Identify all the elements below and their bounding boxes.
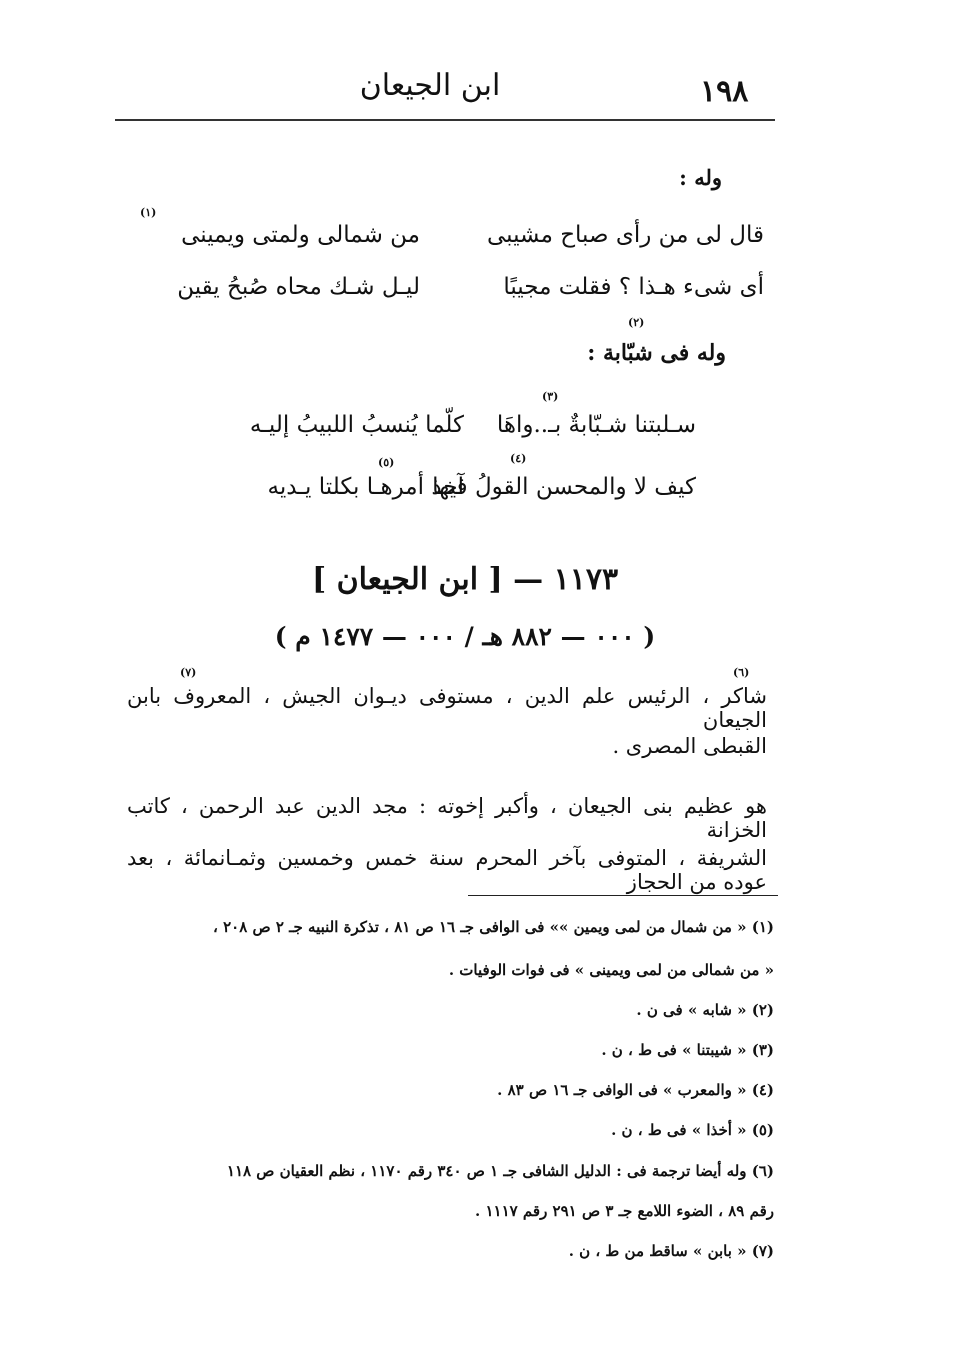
verse-4-hemistich-1: كيف لا والمحسن القولُ فيها [432, 474, 696, 500]
entry-dates: ( ٠٠٠ — ٨٨٢ هـ / ٠٠٠ — ١٤٧٧ م ) [274, 622, 656, 651]
footnote-1: (١) « من شمال من لمى ويمين »» فى الوافى جـ ١٦ ص ٨١ ، تذكرة النبيه جـ ٢ ص ٢٠٨ ، [213, 918, 774, 936]
footnote-3: (٣) « شيبتنا » فى ط ، ن . [601, 1041, 774, 1059]
footnote-6: (٦) وله أيضا ترجمة فى : الدليل الشافى جـ ١ ص ٣٤٠ رقم ١١٧٠ ، نظم العقيان ص ١١٨ [226, 1162, 774, 1180]
footnote-4: (٤) « والمعرب » فى الوافى جـ ١٦ ص ٨٣ . [497, 1081, 774, 1099]
verse-2-hemistich-2: ليـل شـك محاه صُبحُ يقين [177, 274, 420, 300]
footnote-5: (٥) « أخذا » فى ط ، ن . [611, 1121, 774, 1139]
paragraph-line: القبطى المصرى . [612, 734, 767, 758]
entry-title: ١١٧٣ — [ ابن الجيعان ] [311, 562, 619, 597]
footnote-marker-4: (٤) [510, 452, 527, 465]
paragraph-line: هو عظيم بنى الجيعان ، وأكبر إخوته : مجد الدين عبد الرحمن ، كاتب الخزانة [127, 794, 767, 842]
verse-1-hemistich-2: من شمالى ولمتى ويمينى [181, 222, 420, 248]
footnote-marker-1: (١) [140, 206, 157, 219]
verse-2-hemistich-1: أى شىء هـذا ؟ فقلت مجيبًا [503, 274, 764, 300]
page-number: ١٩٨ [700, 74, 749, 109]
verse-1-hemistich-1: قال لى من رأى صباح مشيبى [487, 222, 764, 248]
paragraph-line: الشريفة ، المتوفى بآخر المحرم سنة خمس وخمسين وثمـانمائة ، بعد عوده من الحجاز [127, 846, 767, 894]
footnote-1-cont: « من شمالى من لمى ويمينى » فى فوات الوفيات . [448, 961, 774, 979]
running-title: ابن الجيعان [359, 68, 501, 103]
verse-3-hemistich-2: كلّما يُنسبُ اللبيبُ إليـه [249, 412, 464, 438]
verse-intro: وله : [679, 165, 722, 190]
footnote-marker-2: (٢) [628, 316, 645, 329]
paragraph-line: شاكر ، الرئيس علم الدين ، مستوفى ديـوان الجيش ، المعروف بابن الجيعان [127, 684, 768, 732]
subheading: وله فى شبّابة : [587, 340, 726, 366]
footnote-7: (٧) « بابن » ساقط من ط ، ن . [568, 1242, 774, 1260]
footnote-6-cont: رقم ٨٩ ، الضوء اللامع جـ ٣ ص ٢٩١ رقم ١١١٧ . [475, 1202, 774, 1220]
footnote-marker-6: (٦) [733, 666, 750, 679]
footnote-2: (٢) « شابه » فى ن . [636, 1001, 774, 1019]
footnote-marker-3: (٣) [542, 390, 559, 403]
footnote-marker-5: (٥) [378, 456, 395, 469]
verse-4-hemistich-2: آخذ أمرهـا بكلتا يـديه [267, 474, 464, 500]
footnote-marker-7: (٧) [180, 666, 197, 679]
header-rule [115, 119, 775, 121]
footnote-rule [468, 895, 778, 896]
verse-3-hemistich-1: سـلبتنا شـبّابةٌ بـ..واهَا [496, 412, 696, 438]
